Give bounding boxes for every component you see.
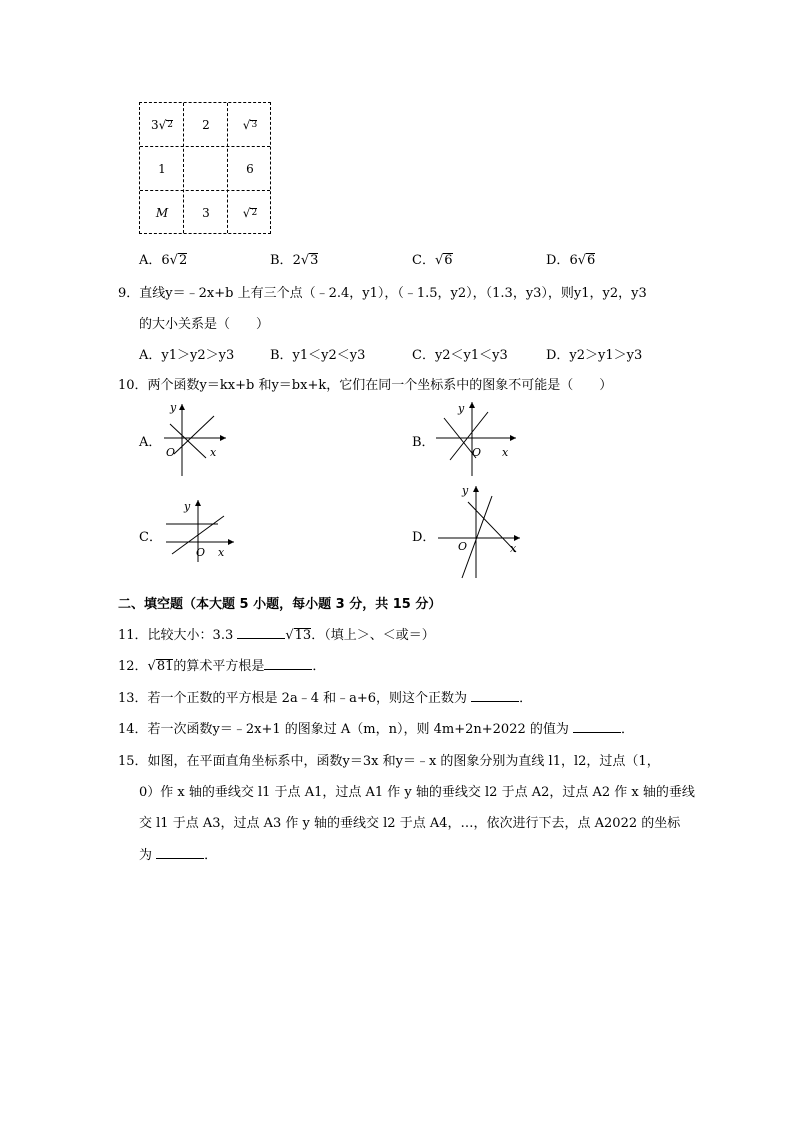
q8-option-c[interactable]: C．√6	[412, 253, 453, 268]
q15-answer-blank[interactable]	[156, 848, 204, 859]
q9-option-b[interactable]: B．y1＜y2＜y3	[270, 348, 366, 363]
grid-cell-r3c3: √ 2	[242, 206, 258, 220]
q8-option-d[interactable]: D．6√6	[546, 253, 596, 268]
q15-line4: 为 ．	[139, 848, 218, 863]
q10-option-c-label[interactable]: C．	[139, 530, 162, 545]
graph-c-origin: O	[196, 546, 206, 559]
graph-d-x-label: x	[510, 542, 517, 555]
q10-option-b-label[interactable]: B．	[412, 435, 435, 450]
q9-option-d[interactable]: D．y2＞y1＞y3	[546, 348, 643, 363]
grid-cell-r1c1: 3 √ 2	[150, 118, 174, 132]
graph-b-x-label: x	[502, 446, 509, 459]
q8-option-b[interactable]: B．2√3	[270, 253, 319, 268]
q12: 12．√81的算术平方根是 ．	[118, 659, 326, 674]
q9-option-a[interactable]: A．y1＞y2＞y3	[139, 348, 235, 363]
q11-answer-blank[interactable]	[237, 628, 285, 639]
graph-d-y-label: y	[462, 484, 469, 497]
q9-stem-line2: 的大小关系是（ ）	[139, 317, 270, 332]
q10-graph-d	[434, 482, 526, 582]
q12-answer-blank[interactable]	[264, 659, 312, 670]
graph-b-origin: O	[472, 446, 482, 459]
grid-cell-r2c1: 1	[158, 162, 166, 176]
section-2-title: 二、填空题（本大题 5 小题，每小题 3 分，共 15 分）	[118, 597, 442, 612]
q10-graph-a	[160, 398, 230, 478]
graph-a-y-label: y	[170, 401, 177, 414]
grid-cell-r2c3: 6	[246, 162, 254, 176]
q10-option-a-label[interactable]: A．	[139, 435, 162, 450]
grid-cell-r1c3: √ 3	[242, 118, 258, 132]
q10-stem: 10．两个函数y＝kx+b 和y＝bx+k，它们在同一个坐标系中的图象不可能是（ ）	[118, 378, 613, 393]
q14-answer-blank[interactable]	[573, 722, 621, 733]
q15-line1: 15．如图，在平面直角坐标系中，函数y＝3x 和y＝﹣x 的图象分别为直线 l1，l2，过点（1，	[118, 754, 660, 769]
q11: 11．比较大小：3.3 √13．（填上＞、＜或＝）	[118, 628, 435, 643]
q10-graph-b	[432, 398, 522, 478]
q9-option-c[interactable]: C．y2＜y1＜y3	[412, 348, 508, 363]
q9-stem-line1: 9．直线y＝﹣2x+b 上有三个点（﹣2.4，y1），（﹣1.5，y2），（1.3，y3），则y1，y2，y3	[118, 286, 647, 301]
graph-a-x-label: x	[210, 446, 217, 459]
graph-d-origin: O	[458, 540, 468, 553]
graph-c-y-label: y	[184, 500, 191, 513]
grid-cell-r1c2: 2	[202, 118, 210, 132]
q10-graph-c	[162, 496, 242, 566]
q14: 14．若一次函数y＝﹣2x+1 的图象过 A（m，n），则 4m+2n+2022 的值为 ．	[118, 722, 635, 737]
q13-answer-blank[interactable]	[471, 691, 519, 702]
grid-cell-r3c1: M	[155, 206, 169, 220]
q8-grid	[139, 102, 271, 234]
q8-option-a[interactable]: A．6√2	[139, 253, 188, 268]
graph-b-y-label: y	[458, 402, 465, 415]
graph-c-x-label: x	[218, 546, 225, 559]
graph-a-origin: O	[166, 446, 176, 459]
q13: 13．若一个正数的平方根是 2a﹣4 和﹣a+6，则这个正数为 ．	[118, 691, 533, 706]
grid-cell-r3c2: 3	[202, 206, 210, 220]
q15-line3: 交 l1 于点 A3，过点 A3 作 y 轴的垂线交 l2 于点 A4，…，依次进行下去，点 A2022 的坐标	[139, 816, 681, 831]
q10-option-d-label[interactable]: D．	[412, 530, 436, 545]
q15-line2: 0）作 x 轴的垂线交 l1 于点 A1，过点 A1 作 y 轴的垂线交 l2 于点 A2，过点 A2 作 x 轴的垂线	[139, 785, 695, 800]
